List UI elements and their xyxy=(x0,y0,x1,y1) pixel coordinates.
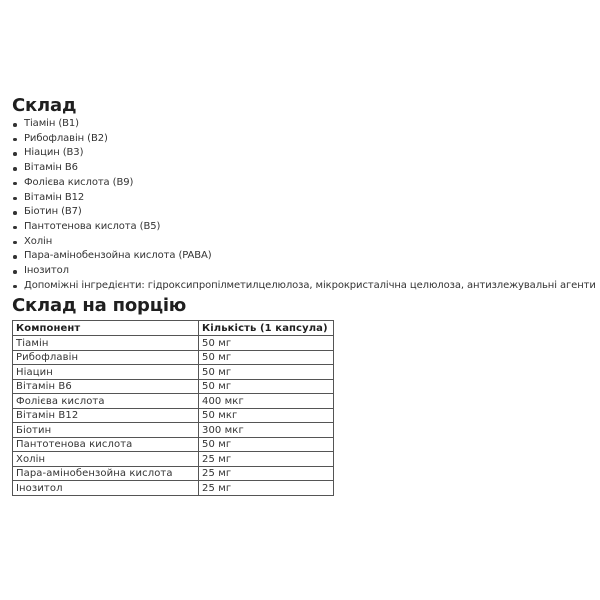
ingredient-item xyxy=(12,191,592,206)
bullet-icon xyxy=(13,211,17,215)
header-amount: Кількість (1 капсула) xyxy=(199,321,334,336)
table-row xyxy=(13,466,334,481)
table-row xyxy=(13,452,334,467)
table-row xyxy=(13,394,334,409)
bullet-icon xyxy=(13,182,17,186)
ingredients-list xyxy=(12,117,596,293)
table-header-row xyxy=(13,321,334,336)
component-cell: Холін xyxy=(13,452,199,467)
component-cell: Фолієва кислота xyxy=(13,394,199,409)
composition-title: Склад xyxy=(12,95,77,116)
serving-table xyxy=(12,320,334,496)
ingredient-label: Допоміжні інгредієнти: гідроксипропілметилцелюлоза, мікрокристалічна целюлоза, антизлежувальні агенти xyxy=(24,279,596,291)
amount-cell: 400 мкг xyxy=(199,394,334,409)
bullet-icon xyxy=(13,285,17,289)
ingredient-item xyxy=(12,264,592,279)
ingredient-label: Пантотенова кислота (B5) xyxy=(24,220,161,232)
amount-cell: 50 мг xyxy=(199,350,334,365)
product-composition xyxy=(12,95,596,496)
amount-cell: 50 мг xyxy=(199,365,334,380)
component-cell: Тіамін xyxy=(13,336,199,351)
table-row xyxy=(13,350,334,365)
ingredient-label: Фолієва кислота (B9) xyxy=(24,176,134,188)
bullet-icon xyxy=(13,241,17,245)
ingredient-label: Рибофлавін (B2) xyxy=(24,132,108,144)
table-row xyxy=(13,423,334,438)
header-component: Компонент xyxy=(13,321,199,336)
bullet-icon xyxy=(13,167,17,171)
amount-cell: 25 мг xyxy=(199,481,334,496)
bullet-icon xyxy=(13,123,17,127)
amount-cell: 50 мг xyxy=(199,437,334,452)
ingredient-label: Біотин (B7) xyxy=(24,206,82,218)
amount-cell: 25 мг xyxy=(199,466,334,481)
component-cell: Ніацин xyxy=(13,365,199,380)
ingredient-item xyxy=(12,161,592,176)
ingredient-item xyxy=(12,205,592,220)
ingredient-label: Інозитол xyxy=(24,265,69,277)
component-cell: Вітамін B6 xyxy=(13,379,199,394)
table-row xyxy=(13,481,334,496)
amount-cell: 50 мг xyxy=(199,336,334,351)
ingredient-item xyxy=(12,220,592,235)
bullet-icon xyxy=(13,270,17,274)
ingredient-label: Ніацин (B3) xyxy=(24,147,84,159)
amount-cell: 300 мкг xyxy=(199,423,334,438)
serving-title: Склад на порцію xyxy=(12,295,187,317)
component-cell: Пантотенова кислота xyxy=(13,437,199,452)
ingredient-item xyxy=(12,176,592,191)
ingredient-label: Тіамін (B1) xyxy=(24,118,79,129)
ingredient-item-excipients xyxy=(12,279,596,294)
amount-cell: 25 мг xyxy=(199,452,334,467)
bullet-icon xyxy=(13,255,17,259)
ingredient-label: Вітамін B6 xyxy=(24,162,78,174)
table-row xyxy=(13,365,334,380)
component-cell: Вітамін B12 xyxy=(13,408,199,423)
ingredient-label: Холін xyxy=(24,235,53,247)
bullet-icon xyxy=(13,197,17,201)
ingredient-label: Вітамін B12 xyxy=(24,191,85,203)
component-cell: Біотин xyxy=(13,423,199,438)
ingredient-item xyxy=(12,235,592,250)
component-cell: Пара-амінобензойна кислота xyxy=(13,466,199,481)
table-row xyxy=(13,437,334,452)
table-row xyxy=(13,379,334,394)
ingredient-item xyxy=(12,132,592,147)
bullet-icon xyxy=(13,138,17,142)
table-row xyxy=(13,336,334,351)
table-row xyxy=(13,408,334,423)
bullet-icon xyxy=(13,226,17,230)
amount-cell: 50 мкг xyxy=(199,408,334,423)
amount-cell: 50 мг xyxy=(199,379,334,394)
ingredient-label: Пара-амінобензойна кислота (PABA) xyxy=(24,250,212,262)
component-cell: Інозитол xyxy=(13,481,199,496)
ingredient-item xyxy=(12,117,592,132)
ingredient-item xyxy=(12,146,592,161)
component-cell: Рибофлавін xyxy=(13,350,199,365)
ingredient-item xyxy=(12,249,592,264)
bullet-icon xyxy=(13,152,17,156)
